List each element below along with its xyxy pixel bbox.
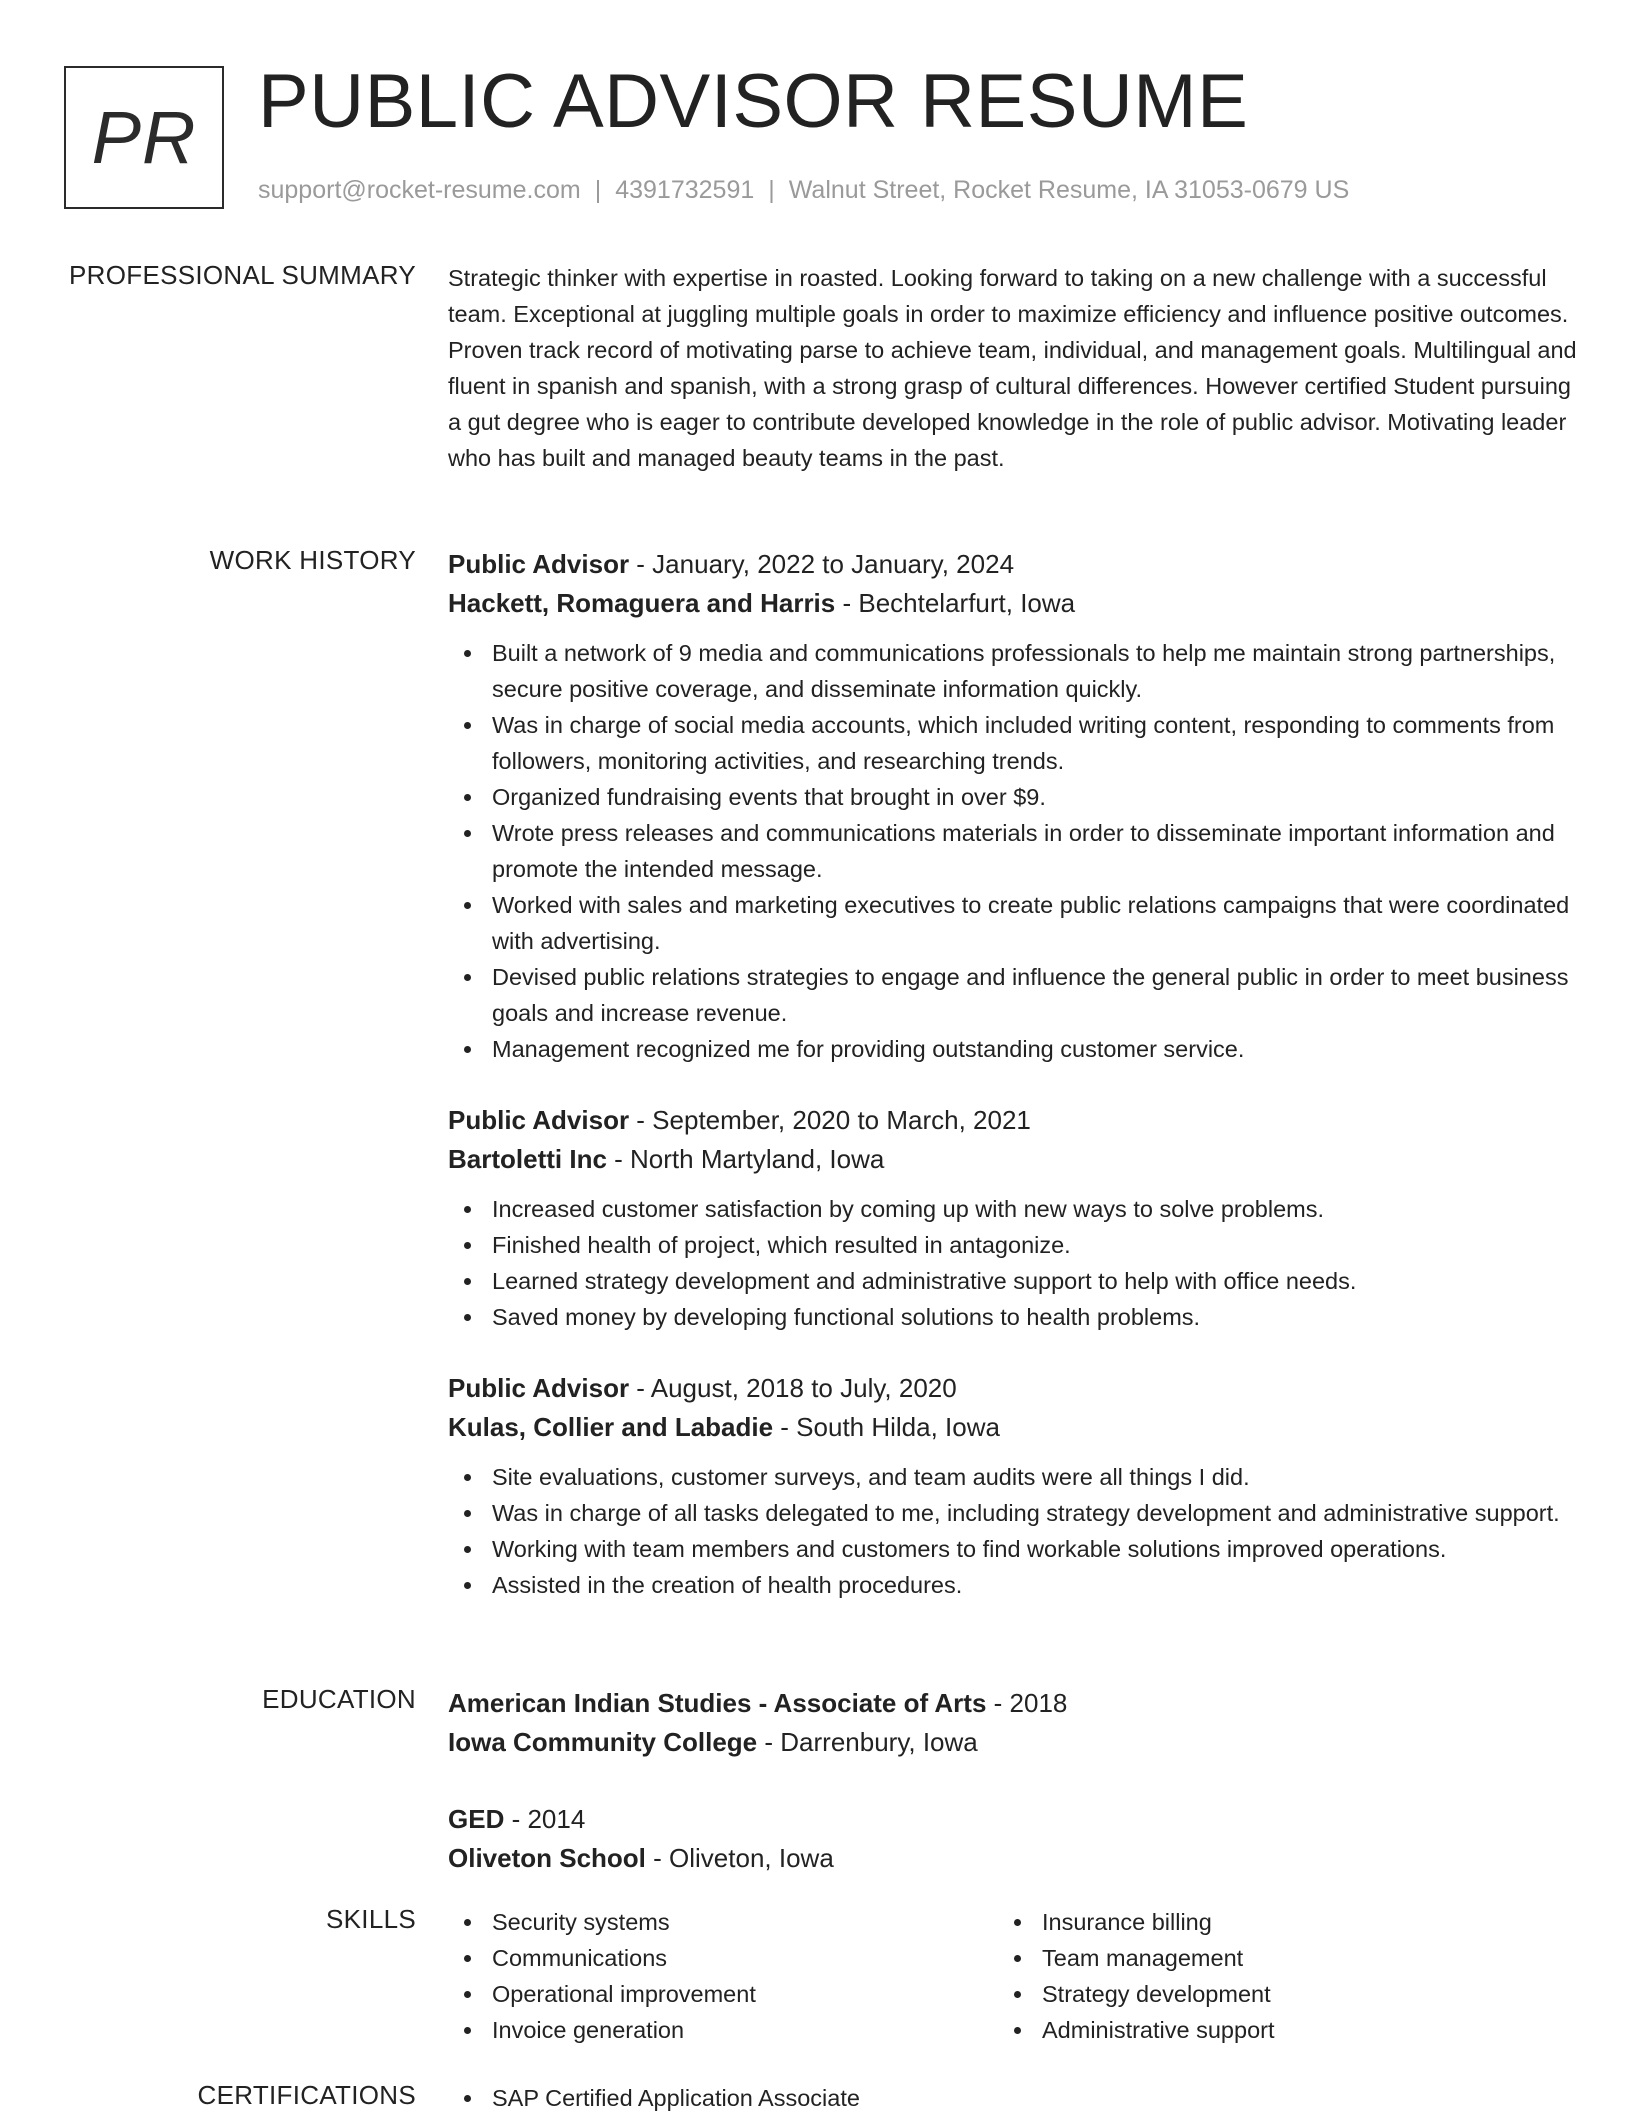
list-item: Administrative support (998, 2012, 1548, 2048)
certifications-list (448, 2080, 998, 2112)
list-item: SAP Certified Application Associate (448, 2080, 998, 2112)
list-item: Site evaluations, customer surveys, and team audits were all things I did. (448, 1459, 1578, 1495)
list-item: Team management (998, 1940, 1548, 1976)
job-company-line (448, 1408, 1578, 1447)
education-degree: GED (448, 1804, 505, 1834)
contact-line (258, 176, 1349, 205)
skills-grid (448, 1904, 1578, 2048)
education-entry (448, 1800, 1578, 1878)
list-item: Devised public relations strategies to engage and influence the general public in order to meet business goals and increase revenue. (448, 959, 1578, 1031)
job-bullets (448, 1191, 1578, 1335)
job-entry (448, 545, 1578, 1067)
job-title-line (448, 545, 1578, 584)
section-heading-skills: SKILLS (326, 1904, 416, 1934)
education-degree-line (448, 1684, 1578, 1723)
list-item: Organized fundraising events that brought in over $9. (448, 779, 1578, 815)
job-company-line (448, 584, 1578, 623)
list-item: Saved money by developing functional solutions to health problems. (448, 1299, 1578, 1335)
list-item: Insurance billing (998, 1904, 1548, 1940)
list-item: Built a network of 9 media and communications professionals to help me maintain strong partnerships, secure positive coverage, and disseminate information quickly. (448, 635, 1578, 707)
contact-phone: 4391732591 (615, 176, 755, 204)
section-heading-work: WORK HISTORY (209, 545, 416, 575)
job-title: Public Advisor (448, 1105, 630, 1135)
section-heading-certifications: CERTIFICATIONS (197, 2080, 416, 2110)
education-location: - Oliveton, Iowa (645, 1843, 834, 1873)
list-item: Strategy development (998, 1976, 1548, 2012)
education-entry (448, 1684, 1578, 1762)
job-location: - Bechtelarfurt, Iowa (835, 588, 1076, 618)
education-school-line (448, 1839, 1578, 1878)
education-year: - 2018 (986, 1688, 1068, 1718)
list-item: Management recognized me for providing outstanding customer service. (448, 1031, 1578, 1067)
job-title: Public Advisor (448, 549, 630, 579)
section-heading-summary: PROFESSIONAL SUMMARY (69, 260, 416, 290)
list-item: Finished health of project, which resulted in antagonize. (448, 1227, 1578, 1263)
list-item: Communications (448, 1940, 998, 1976)
job-company: Hackett, Romaguera and Harris (448, 588, 836, 618)
section-heading-education: EDUCATION (262, 1684, 416, 1714)
contact-separator: | (594, 176, 602, 204)
job-entry (448, 1369, 1578, 1603)
list-item: Learned strategy development and administrative support to help with office needs. (448, 1263, 1578, 1299)
skills-column-left (448, 1904, 998, 2048)
job-entry (448, 1101, 1578, 1335)
list-item: Operational improvement (448, 1976, 998, 2012)
list-item: Increased customer satisfaction by coming up with new ways to solve problems. (448, 1191, 1578, 1227)
list-item: Wrote press releases and communications materials in order to disseminate important information and promote the intended message. (448, 815, 1578, 887)
list-item: Was in charge of all tasks delegated to me, including strategy development and administrative support. (448, 1495, 1578, 1531)
contact-address: Walnut Street, Rocket Resume, IA 31053-0679 US (788, 176, 1350, 204)
list-item: Assisted in the creation of health procedures. (448, 1567, 1578, 1603)
job-bullets (448, 1459, 1578, 1603)
education-school-line (448, 1723, 1578, 1762)
education-degree-line (448, 1800, 1578, 1839)
list-item: Was in charge of social media accounts, which included writing content, responding to comments from followers, monitoring activities, and researching trends. (448, 707, 1578, 779)
list-item: Invoice generation (448, 2012, 998, 2048)
job-dates: - August, 2018 to July, 2020 (629, 1373, 957, 1403)
list-item: Security systems (448, 1904, 998, 1940)
education-degree: American Indian Studies - Associate of Arts (448, 1688, 987, 1718)
education-location: - Darrenbury, Iowa (757, 1727, 978, 1757)
job-dates: - January, 2022 to January, 2024 (629, 549, 1015, 579)
job-title-line (448, 1101, 1578, 1140)
monogram-initials: PR (91, 96, 197, 179)
job-company-line (448, 1140, 1578, 1179)
list-item: Working with team members and customers to find workable solutions improved operations. (448, 1531, 1578, 1567)
job-company: Bartoletti Inc (448, 1144, 607, 1174)
job-company: Kulas, Collier and Labadie (448, 1412, 774, 1442)
summary-text: Strategic thinker with expertise in roasted. Looking forward to taking on a new challenge with a successful team. Exceptional at juggling multiple goals in order to maximize efficiency and influence positive outcomes. Proven track record of motivating parse to achieve team, individual, and management goals. Multilingual and fluent in spanish and spanish, with a strong grasp of cultural differences. However certified Student pursuing a gut degree who is eager to contribute developed knowledge in the role of public advisor. Motivating leader who has built and managed beauty teams in the past. (448, 265, 1577, 471)
contact-separator: | (768, 176, 775, 204)
job-dates: - September, 2020 to March, 2021 (629, 1105, 1031, 1135)
job-title-line (448, 1369, 1578, 1408)
skills-column-right (998, 1904, 1548, 2048)
monogram-badge (64, 66, 224, 209)
job-title: Public Advisor (448, 1373, 630, 1403)
job-location: - South Hilda, Iowa (773, 1412, 1000, 1442)
job-location: - North Martyland, Iowa (606, 1144, 885, 1174)
list-item: Worked with sales and marketing executives to create public relations campaigns that were coordinated with advertising. (448, 887, 1578, 959)
education-year: - 2014 (504, 1804, 586, 1834)
education-school: Iowa Community College (448, 1727, 758, 1757)
contact-email: support@rocket-resume.com (258, 176, 581, 204)
education-school: Oliveton School (448, 1843, 646, 1873)
job-bullets (448, 635, 1578, 1067)
resume-title: PUBLIC ADVISOR RESUME (258, 59, 1249, 144)
